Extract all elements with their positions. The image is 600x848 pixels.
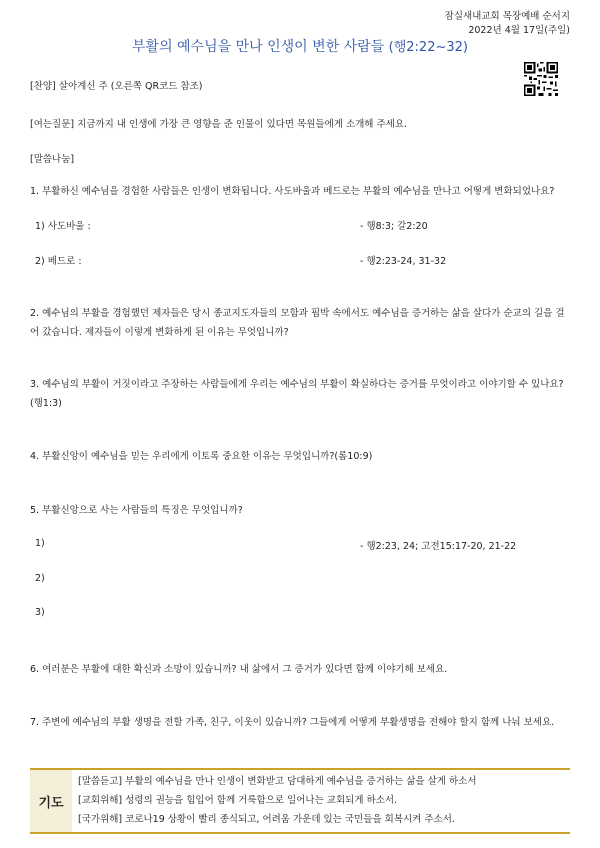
prayer-line-nation: [국가위해] 코로나19 상황이 빨리 종식되고, 어려움 가운데 있는 국민들을 회복시켜 주소서. — [78, 814, 455, 825]
title-scripture-ref: (행2:22~32) — [388, 40, 468, 55]
question-1: 1. 부활하신 예수님을 경험한 사람들은 인생이 변화됩니다. 사도바울과 베드로는 부활의 예수님을 만나고 어떻게 변화되었나요? — [30, 186, 555, 197]
page-title — [0, 36, 600, 56]
question-1-ref-peter: - 행2:23-24, 31-32 — [360, 256, 447, 267]
prayer-line-church: [교회위해] 성령의 권능을 힘입어 함께 거룩함으로 일어나는 교회되게 하소서. — [78, 795, 398, 806]
opening-question: [여는질문] 지금까지 내 인생에 가장 큰 영향을 준 인물이 있다면 목원들에게 소개해 주세요. — [30, 119, 408, 130]
question-7: 7. 주변에 예수님의 부활 생명을 전할 가족, 친구, 이웃이 있습니까? 그들에게 어떻게 부활생명을 전해야 할지 함께 나눠 보세요. — [30, 717, 555, 728]
prayer-lines — [78, 772, 477, 829]
praise-line: [찬양] 살아계신 주 (오른쪽 QR코드 참조) — [30, 81, 203, 92]
sharing-heading: [말씀나눔] — [30, 154, 75, 165]
question-1-ref-paul: - 행8:3; 갈2:20 — [360, 221, 428, 232]
question-5-item-3: 3) — [35, 607, 45, 618]
prayer-line-word: [말씀듣고] 부활의 예수님을 만나 인생이 변화받고 담대하게 예수님을 증거하는 삶을 살게 하소서 — [78, 776, 477, 787]
question-1-item-peter: 2) 베드로 : — [35, 256, 82, 267]
question-5-ref-1: - 행2:23, 24; 고전15:17-20, 21-22 — [360, 541, 517, 552]
church-name: 잠실새내교회 목장예배 순서지 — [444, 11, 570, 22]
title-main: 부활의 예수님을 만나 인생이 변한 사람들 — [132, 39, 385, 55]
question-2: 2. 예수님의 부활을 경험했던 제자들은 당시 종교지도자들의 모함과 핍박 속에서도 예수님을 증거하는 삶을 살다가 순교의 길을 걸어 갔습니다. 제자들이 이렇게 변화하게 된 이유는 무엇입니까? — [30, 308, 565, 338]
qr-code-icon — [524, 62, 558, 96]
question-5-item-1: 1) — [35, 538, 45, 549]
question-4: 4. 부활신앙이 예수님을 믿는 우리에게 이토록 중요한 이유는 무엇입니까?(롬10:9) — [30, 451, 373, 462]
question-3: 3. 예수님의 부활이 거짓이라고 주장하는 사람들에게 우리는 예수님의 부활이 확실하다는 증거를 무엇이라고 이야기할 수 있나요?(행1:3) — [30, 379, 564, 409]
prayer-box — [30, 768, 570, 834]
bulletin-header — [445, 10, 570, 38]
question-5-item-2: 2) — [35, 573, 45, 584]
qr-code[interactable] — [524, 62, 558, 96]
service-date: 2022년 4월 17일(주일) — [468, 25, 570, 36]
prayer-label: 기도 — [30, 770, 72, 832]
question-1-item-paul: 1) 사도바울 : — [35, 221, 91, 232]
question-5: 5. 부활신앙으로 사는 사람들의 특징은 무엇입니까? — [30, 505, 243, 516]
question-6: 6. 여러분은 부활에 대한 확신과 소망이 있습니까? 내 삶에서 그 증거가 있다면 함께 이야기해 보세요. — [30, 664, 448, 675]
